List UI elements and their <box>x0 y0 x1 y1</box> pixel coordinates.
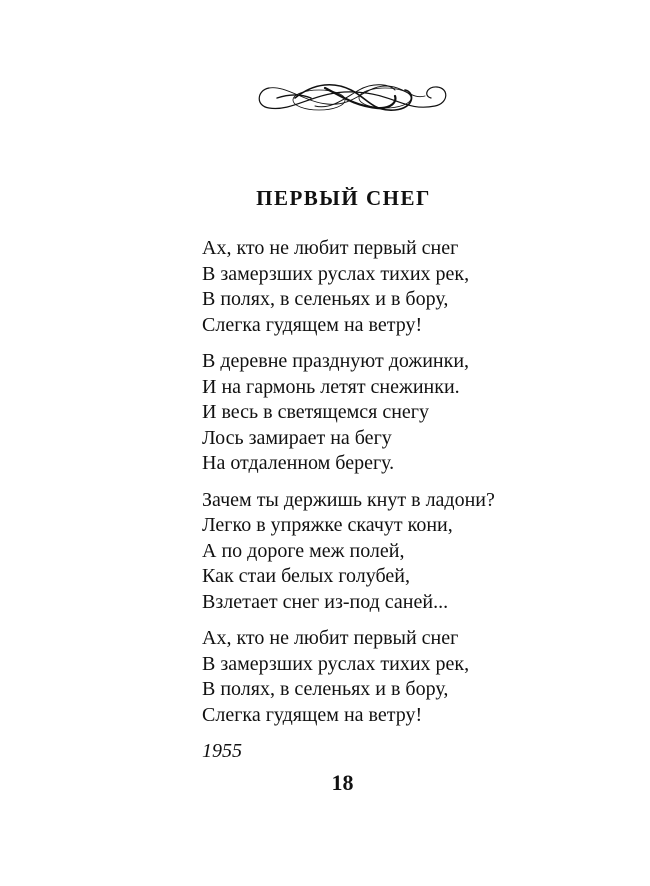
poem-line: Слегка гудящем на ветру! <box>202 313 423 336</box>
poem-line: На отдаленном берегу. <box>202 452 395 474</box>
poem-line: Ах, кто не любит первый снег <box>202 237 459 259</box>
poem-line: А по дороге меж полей, <box>202 539 405 562</box>
stanza <box>202 488 642 616</box>
poem-line: Лось замирает на бегу <box>202 426 392 449</box>
poem-line: Слегка гудящем на ветру! <box>202 703 423 726</box>
poem-line: Взлетает снег из-под саней... <box>202 590 449 613</box>
poem-line: В замерзших руслах тихих рек, <box>202 652 470 675</box>
poem-line: В замерзших руслах тихих рек, <box>202 262 470 285</box>
poem-line: И на гармонь летят снежинки. <box>202 375 460 398</box>
poem-line: В полях, в селеньях и в бору, <box>202 678 449 700</box>
flourish-ornament-icon <box>255 76 450 120</box>
poem-line: Легко в упряжке скачут кони, <box>202 514 453 536</box>
stanza <box>202 626 642 728</box>
poem-line: В полях, в селеньях и в бору, <box>202 288 449 310</box>
poem-line: В деревне празднуют дожинки, <box>202 350 470 372</box>
poem-title: ПЕРВЫЙ СНЕГ <box>256 186 431 210</box>
page-number: 18 <box>331 770 354 795</box>
poem-line: Как стаи белых голубей, <box>202 565 410 587</box>
stanza <box>202 236 642 338</box>
stanza <box>202 349 642 477</box>
poem-year: 1955 <box>202 740 242 762</box>
poem-line: Ах, кто не любит первый снег <box>202 627 459 649</box>
poem-body <box>202 236 642 764</box>
poem-line: И весь в светящемся снегу <box>202 401 430 423</box>
poem-line: Зачем ты держишь кнут в ладони? <box>202 488 495 511</box>
